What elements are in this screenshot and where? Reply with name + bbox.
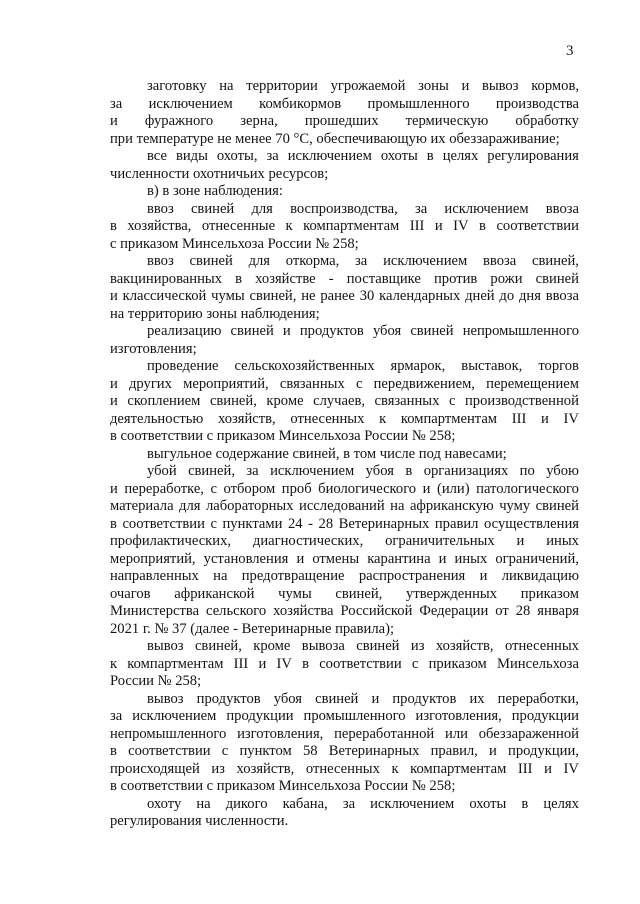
word: реализацию (147, 323, 222, 339)
word: исследований (299, 498, 385, 514)
word: дикого (225, 795, 268, 812)
word: и (438, 550, 447, 567)
word: охоты, (216, 148, 258, 164)
word: изготовления, (237, 725, 324, 742)
word: продуктов (196, 690, 261, 707)
text-line (110, 743, 579, 761)
text-line (110, 656, 579, 674)
word: 30 (359, 288, 375, 304)
word: и (258, 655, 267, 672)
word: пунктом (239, 743, 292, 759)
word: откорма, (285, 253, 340, 269)
word: поставщике (346, 270, 421, 287)
word: IV (563, 760, 579, 777)
word: ярмарок, (390, 358, 446, 374)
word: компартментам (400, 410, 498, 427)
word: в (110, 743, 117, 759)
text-line (110, 638, 579, 656)
word: переработки, (497, 690, 579, 707)
word: исключением (132, 708, 217, 724)
word: вывоз (147, 638, 184, 654)
text-line: России № 258; (110, 673, 202, 689)
text-line (110, 96, 579, 114)
word: компартментам (410, 760, 507, 777)
word: хозяйстве (255, 270, 316, 287)
word: не (301, 288, 316, 304)
text-line (110, 271, 579, 289)
word: классической (122, 288, 207, 304)
text-line (110, 323, 579, 341)
word: - (328, 270, 334, 287)
word: продукции (226, 708, 294, 724)
word: перемещением (486, 375, 579, 392)
word: III (409, 218, 425, 234)
word: зоны (418, 78, 449, 94)
word: в (110, 515, 117, 532)
text-line (110, 586, 579, 604)
word: карантина (367, 550, 431, 567)
word: Российской (340, 603, 413, 619)
word: хозяйств, (435, 638, 494, 654)
word: на (390, 498, 405, 514)
word: или (445, 725, 468, 742)
word: хозяйств, (217, 410, 276, 427)
word: в (405, 463, 413, 479)
word: свиней (190, 200, 235, 217)
word: за (342, 795, 356, 812)
word: ввоза (545, 288, 579, 304)
word: в (235, 270, 243, 287)
text-line (110, 481, 579, 499)
word: правил (434, 515, 479, 532)
word: и (479, 568, 488, 584)
word: Министерства (110, 603, 200, 619)
word: 58 (302, 743, 318, 759)
word: происходящей (110, 760, 200, 777)
word: целях (543, 795, 579, 812)
text-line (110, 708, 579, 726)
text-line (110, 393, 579, 411)
word: календарных (379, 288, 461, 304)
word: в (521, 795, 529, 812)
word: III (517, 760, 533, 777)
word: утвержденных (406, 585, 498, 602)
word: 28 (515, 603, 531, 619)
word: компартментам (303, 218, 400, 234)
text-line (110, 551, 579, 569)
word: с (411, 655, 419, 672)
text-line (110, 463, 579, 481)
word: из (410, 638, 425, 654)
word: непромышленного (462, 323, 579, 339)
word: от (495, 603, 509, 619)
word: 24 (287, 515, 303, 532)
word: для (251, 200, 273, 217)
word: пунктами (222, 515, 283, 532)
word: иных (546, 533, 579, 549)
word: свиней (315, 690, 359, 707)
page-number: 3 (566, 43, 574, 59)
word: - (308, 515, 313, 532)
text-line (110, 376, 579, 394)
word: направленных (110, 568, 199, 584)
word: к (391, 760, 399, 777)
word: для (248, 253, 271, 269)
word: свиней (535, 498, 579, 514)
word: вывоз (481, 78, 519, 94)
word: и (282, 323, 291, 339)
word: дня (518, 288, 541, 304)
word: к (379, 410, 387, 427)
word: на (219, 78, 234, 94)
word: в (110, 218, 117, 234)
word: за (355, 253, 368, 269)
word: соответствии (122, 515, 205, 532)
word: на (196, 795, 211, 812)
word: проб (281, 480, 312, 497)
word: IV (563, 410, 579, 427)
word: других (129, 375, 172, 392)
word: за (246, 463, 259, 479)
word: очагов (110, 585, 151, 602)
word: чумы (211, 288, 245, 304)
word: предотвращение (241, 568, 345, 584)
word: и (371, 690, 380, 707)
word: исключением (370, 795, 455, 812)
text-line (110, 516, 579, 534)
text-line (110, 288, 579, 306)
word: за (266, 148, 279, 164)
word: для (179, 498, 201, 514)
text-line: при температуре не менее 70 °С, обеспечивающую их обеззараживание; (110, 130, 560, 147)
word: кроме (266, 393, 304, 409)
word: ввоз (147, 253, 174, 269)
word: африканской (174, 585, 255, 602)
word: и (461, 78, 470, 94)
word: исключением (270, 463, 355, 479)
word: за (110, 708, 123, 724)
text-line (110, 761, 579, 779)
word: вакцинированных (110, 270, 222, 287)
word: по (519, 463, 535, 479)
word: свиней (189, 253, 233, 269)
text-line (110, 253, 579, 271)
word: все (147, 148, 167, 164)
word: отнесенных (290, 410, 365, 427)
word: сельского (206, 603, 267, 619)
word: приказом (520, 585, 579, 602)
word: патологического (476, 480, 579, 497)
word: и (422, 480, 431, 497)
word: и (296, 550, 305, 567)
word: переработанной (334, 725, 435, 742)
text-line: регулирования численности. (110, 813, 289, 829)
word: ограничительных (385, 533, 495, 549)
word: в (426, 148, 434, 164)
word: и (544, 760, 552, 777)
word: IV (276, 655, 292, 672)
text-line (110, 568, 579, 586)
word: и (110, 375, 118, 392)
text-line (110, 148, 579, 166)
word: свиней, (209, 393, 257, 409)
word: случаев, (313, 393, 365, 409)
word: обработку (515, 113, 579, 129)
text-line (110, 78, 579, 96)
document-body (110, 78, 579, 831)
word: и (110, 393, 118, 409)
text-line (110, 498, 579, 516)
text-line (110, 358, 579, 376)
word: диагностических, (252, 533, 364, 549)
word: исключением (444, 200, 529, 217)
word: исключением (383, 253, 468, 269)
text-line (110, 201, 579, 219)
word: компартментам (127, 655, 224, 672)
word: свиней, (532, 253, 579, 269)
word: соответствии (496, 218, 579, 234)
word: свиней (410, 323, 454, 339)
word: целях (442, 148, 479, 164)
word: охоты (469, 795, 507, 812)
word: промышленного (367, 95, 470, 112)
word: регулирования (487, 148, 579, 164)
word: и (110, 113, 118, 129)
word: связанных (374, 393, 440, 409)
word: с (210, 515, 217, 532)
word: за (414, 200, 428, 217)
word: свиней, (194, 638, 242, 654)
word: и (110, 288, 118, 304)
word: обеззараженной (478, 725, 579, 742)
word: свиней, (249, 288, 297, 304)
word: территории (246, 78, 318, 94)
word: соответствии (128, 743, 211, 759)
word: их (469, 690, 485, 707)
word: Ветеринарных (338, 515, 430, 532)
word: угрожаемой (330, 78, 406, 94)
word: мероприятий, (110, 550, 196, 567)
word: переработке, (124, 480, 204, 497)
word: виды (175, 148, 208, 164)
word: правил, (430, 743, 478, 759)
word: отнесенные (201, 218, 276, 234)
word: выставок, (461, 358, 523, 374)
word: с (355, 375, 363, 392)
word: исключением (287, 148, 372, 164)
word: января (537, 603, 579, 619)
word: Минсельхоза (496, 655, 579, 672)
word: отнесенных (504, 638, 579, 654)
word: материала (110, 498, 174, 514)
word: к (285, 218, 293, 234)
word: охоты (380, 148, 418, 164)
word: лабораторных (205, 498, 294, 514)
word: хозяйств, (236, 760, 295, 777)
word: убоя (365, 463, 394, 479)
word: ограничений, (495, 550, 579, 567)
word: охоту (147, 795, 182, 812)
word: и (110, 480, 118, 497)
word: исключением (148, 95, 233, 112)
word: промышленного (303, 708, 406, 724)
word: за (110, 95, 123, 112)
word: Федерации (419, 603, 489, 619)
text-line: на территорию зоны наблюдения; (110, 305, 320, 322)
word: воспроизводства, (290, 200, 398, 217)
word: свиней (230, 323, 274, 339)
word: Ветеринарных (328, 743, 420, 759)
word: ввоза (545, 200, 579, 217)
word: биологического (318, 480, 417, 497)
word: с (448, 393, 456, 409)
word: из (211, 760, 225, 777)
word: вывоза (301, 638, 345, 654)
word: продукции, (508, 743, 579, 759)
word: III (511, 410, 527, 427)
word: и (516, 533, 525, 549)
text-line (110, 113, 579, 131)
text-line (110, 726, 579, 744)
text-line (110, 796, 579, 814)
word: с (221, 743, 229, 759)
word: сельскохозяйственных (234, 358, 375, 374)
word: убоя (273, 690, 302, 707)
word: убоя (372, 323, 402, 339)
word: профилактических, (110, 533, 232, 549)
word: кормов, (531, 78, 579, 94)
word: продуктов (299, 323, 364, 339)
word: термическую (405, 113, 489, 129)
word: свиней (356, 638, 400, 654)
word: продуктов (392, 690, 457, 707)
word: передвижением, (373, 375, 475, 392)
word: и (434, 218, 443, 234)
word: скоплением (127, 393, 201, 409)
word: кроме (253, 638, 291, 654)
word: 28 (318, 515, 334, 532)
word: торгов (538, 358, 579, 374)
word: против (434, 270, 478, 287)
word: III (233, 655, 249, 672)
word: с (210, 480, 217, 497)
word: свиней, (335, 585, 383, 602)
text-line: 2021 г. № 37 (далее - Ветеринарные правила); (110, 620, 395, 637)
word: к (110, 655, 118, 672)
word: хозяйства (273, 603, 334, 619)
text-line (110, 218, 579, 236)
word: отмены (312, 550, 360, 567)
word: IV (453, 218, 469, 234)
word: чумы (278, 585, 312, 602)
word: ликвидацию (501, 568, 579, 584)
word: африканскую (409, 498, 494, 514)
word: соответствии (319, 655, 402, 672)
word: изготовления, (415, 708, 502, 724)
word: проведение (147, 358, 219, 374)
word: комбикормов (259, 95, 342, 112)
word: ввоза (483, 253, 517, 269)
word: связанных (279, 375, 345, 392)
word: приказом (428, 655, 487, 672)
text-line: с приказом Минсельхоза России № 258; (110, 235, 359, 252)
word: в (479, 218, 486, 234)
text-line (110, 411, 579, 429)
text-line: численности охотничьих ресурсов; (110, 165, 329, 182)
word: свиней (535, 270, 579, 287)
word: фуражного (144, 113, 214, 129)
text-line: выгульное содержание свиней, в том числе под навесами; (147, 445, 507, 462)
word: отбором (223, 480, 276, 497)
text-line: в соответствии с приказом Минсельхоза России № 258; (110, 428, 456, 444)
word: в (302, 655, 309, 672)
word: ранее (320, 288, 355, 304)
word: установления (203, 550, 289, 567)
text-line (110, 691, 579, 709)
word: убою (546, 463, 579, 479)
word: производства (495, 95, 579, 112)
word: до (499, 288, 515, 304)
word: организациях (423, 463, 509, 479)
word: заготовку (147, 78, 207, 94)
word: непромышленного (110, 725, 227, 742)
word: мероприятий, (183, 375, 269, 392)
word: и (541, 410, 549, 427)
text-line: в соответствии с приказом Минсельхоза России № 258; (110, 778, 456, 794)
word: хозяйства, (127, 218, 192, 234)
word: вывоз (147, 690, 184, 707)
word: дней (465, 288, 495, 304)
word: кабана, (282, 795, 328, 812)
word: на (213, 568, 228, 584)
word: распространения (358, 568, 466, 584)
word: зерна, (240, 113, 278, 129)
word: производственной (464, 393, 579, 409)
word: деятельностью (110, 410, 204, 427)
word: рожи (490, 270, 523, 287)
text-line: изготовления; (110, 340, 197, 357)
word: осуществления (484, 515, 579, 532)
text-line: в) в зоне наблюдения: (147, 183, 283, 199)
word: убой (147, 463, 177, 479)
word: продукции (511, 708, 579, 724)
word: чуму (499, 498, 531, 514)
word: (или) (436, 480, 470, 497)
word: прошедших (304, 113, 379, 129)
text-line (110, 533, 579, 551)
text-line (110, 603, 579, 621)
word: свиней, (188, 463, 235, 479)
word: отнесенных (305, 760, 380, 777)
word: иных (454, 550, 488, 567)
word: и (489, 743, 497, 759)
word: ввоз (147, 200, 174, 217)
